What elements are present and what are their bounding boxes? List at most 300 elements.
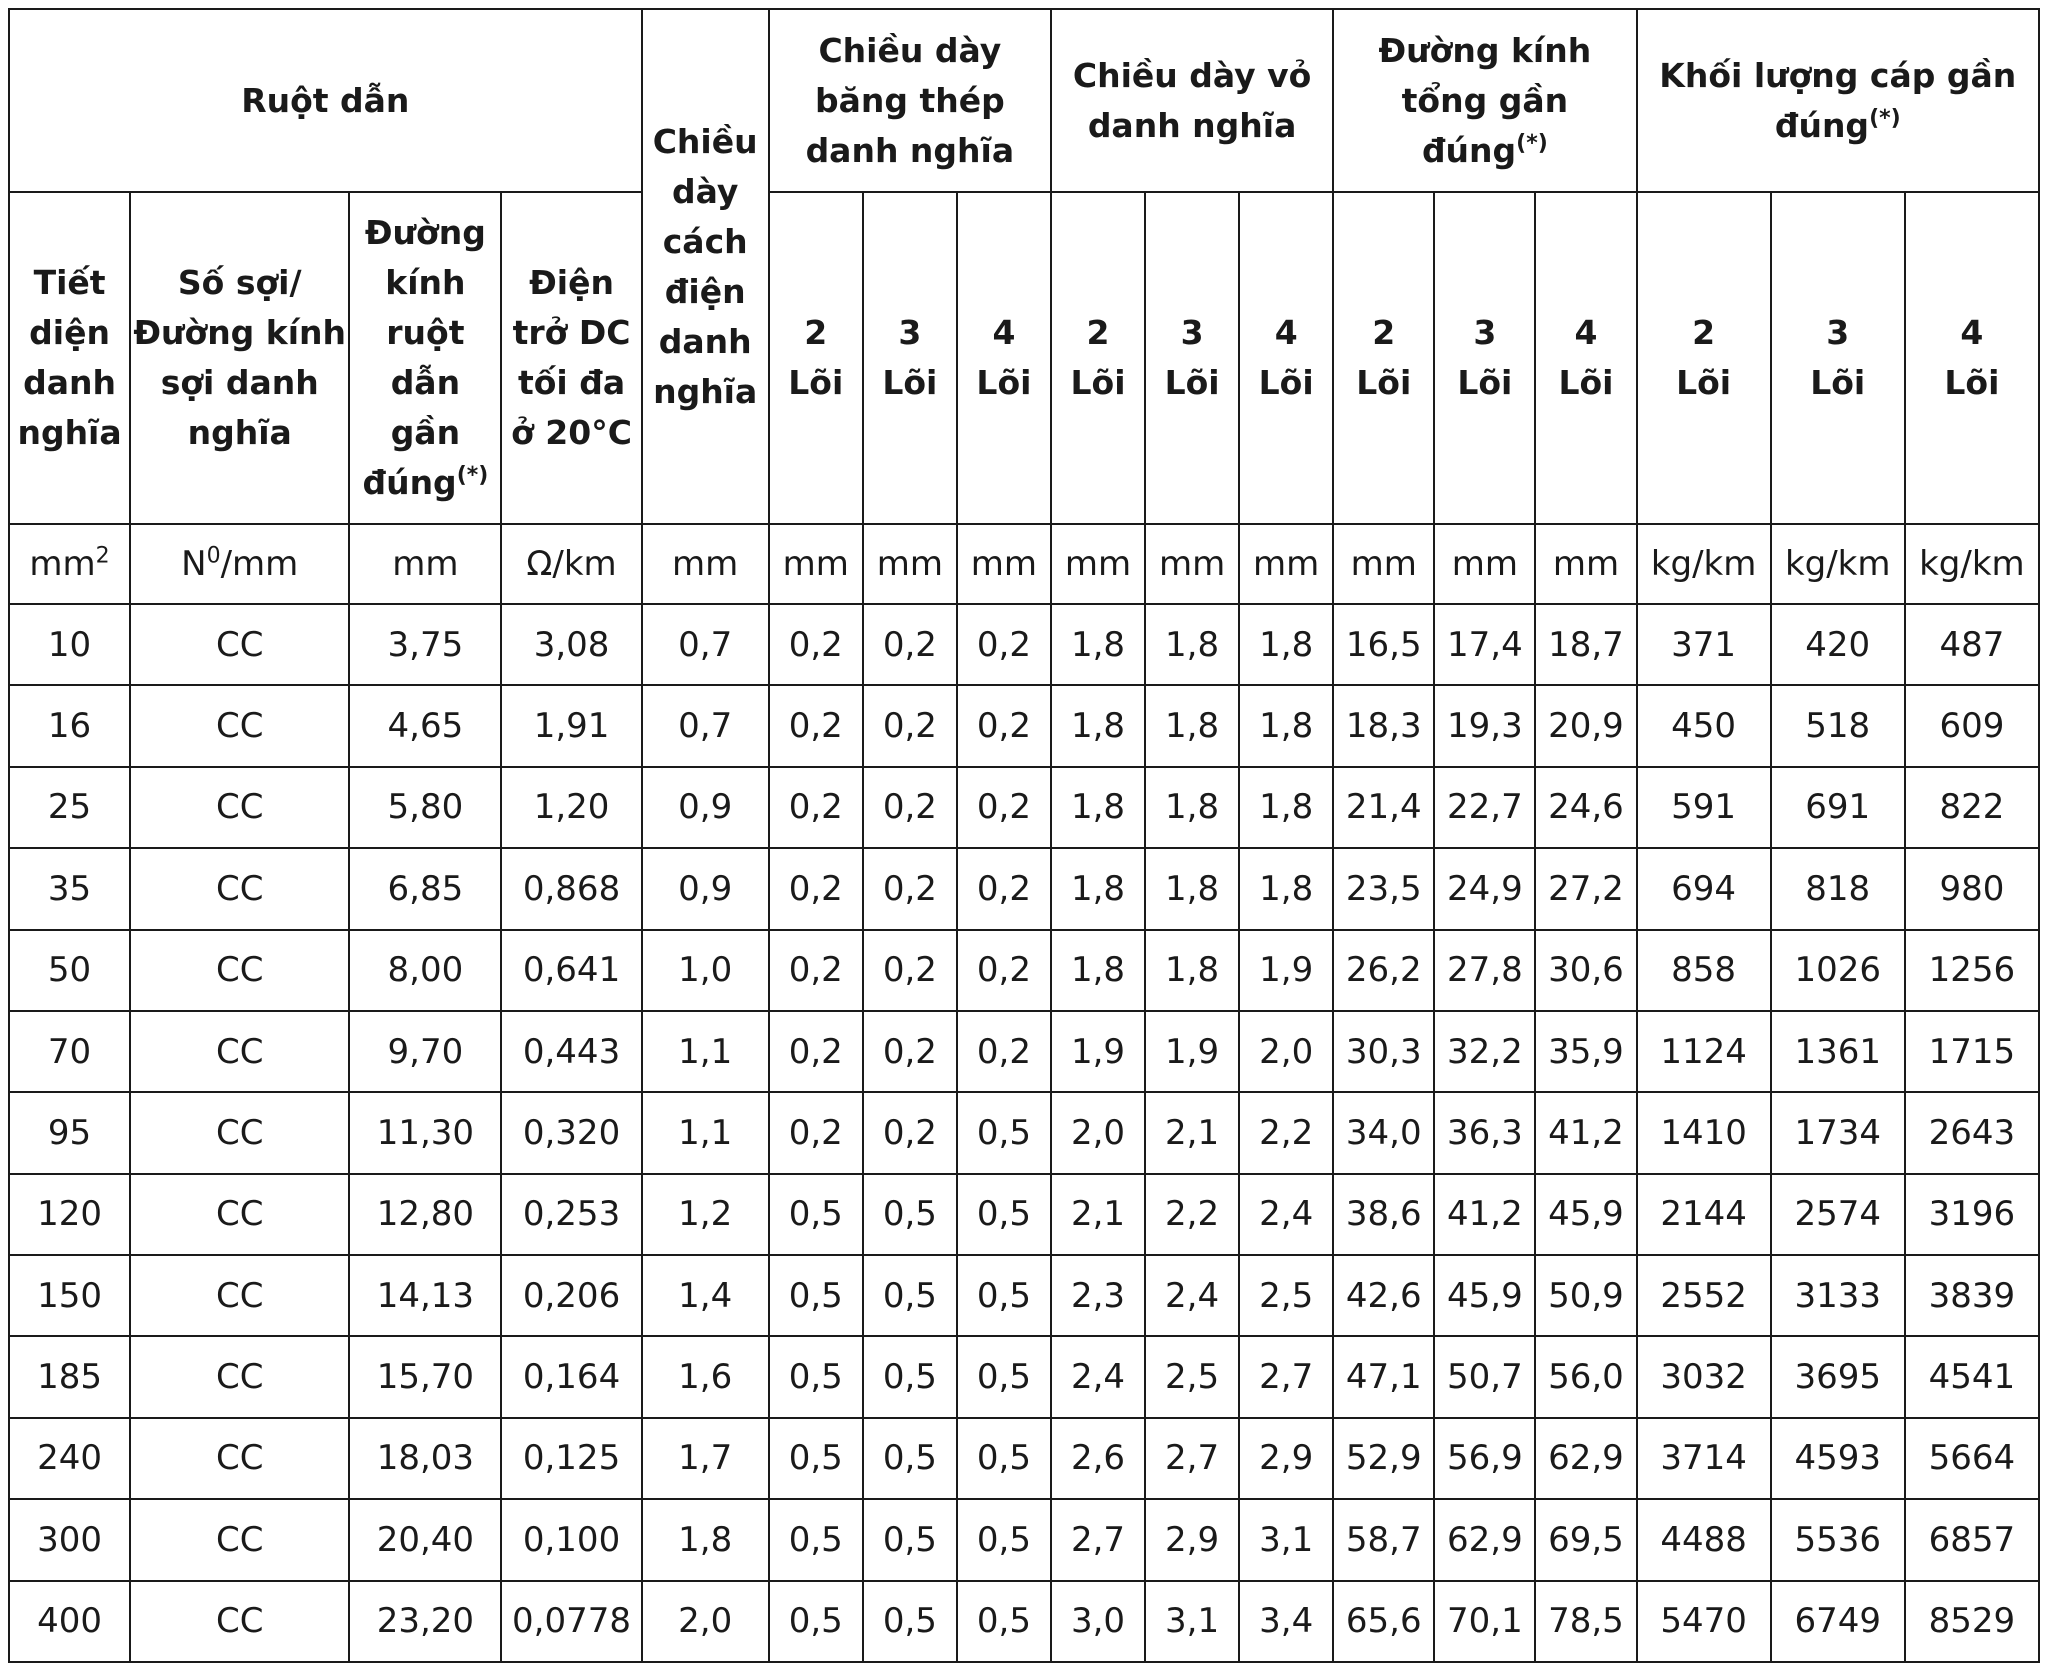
cell-tape-3-core: 0,2 bbox=[863, 685, 957, 766]
cell-diameter-4-core: 78,5 bbox=[1535, 1581, 1636, 1663]
cell-diameter-2-core: 30,3 bbox=[1333, 1011, 1434, 1092]
cell-weight-4-core: 6857 bbox=[1905, 1499, 2039, 1580]
core-number: 3 bbox=[1473, 313, 1497, 352]
cell-diameter-3-core: 17,4 bbox=[1434, 604, 1535, 685]
cell-wire-count: CC bbox=[130, 685, 349, 766]
cell-sheath-4-core: 1,8 bbox=[1239, 848, 1333, 929]
cell-tape-3-core: 0,5 bbox=[863, 1336, 957, 1417]
cell-sheath-3-core: 2,2 bbox=[1145, 1174, 1239, 1255]
cell-sheath-3-core: 1,8 bbox=[1145, 767, 1239, 848]
table-row bbox=[9, 604, 2039, 685]
header-tape-2-core bbox=[769, 192, 863, 524]
cell-diameter-4-core: 50,9 bbox=[1535, 1255, 1636, 1336]
cell-diameter-2-core: 18,3 bbox=[1333, 685, 1434, 766]
cell-sheath-3-core: 2,9 bbox=[1145, 1499, 1239, 1580]
header-sheath-thickness: Chiều dày vỏ danh nghĩa bbox=[1051, 9, 1333, 192]
cell-conductor-diameter: 20,40 bbox=[349, 1499, 501, 1580]
header-conductor-diameter bbox=[349, 192, 501, 524]
table-head bbox=[9, 9, 2039, 604]
cell-diameter-3-core: 41,2 bbox=[1434, 1174, 1535, 1255]
cell-conductor-diameter: 8,00 bbox=[349, 930, 501, 1011]
table-row bbox=[9, 848, 2039, 929]
cell-cross-section: 150 bbox=[9, 1255, 130, 1336]
cell-diameter-4-core: 30,6 bbox=[1535, 930, 1636, 1011]
cell-sheath-4-core: 2,5 bbox=[1239, 1255, 1333, 1336]
cell-weight-2-core: 4488 bbox=[1637, 1499, 1771, 1580]
cell-dc-resistance: 0,0778 bbox=[501, 1581, 641, 1663]
unit-superscript: 2 bbox=[95, 543, 110, 569]
cell-weight-4-core: 822 bbox=[1905, 767, 2039, 848]
unit-insulation: mm bbox=[642, 524, 769, 604]
cell-diameter-3-core: 70,1 bbox=[1434, 1581, 1535, 1663]
group-header-row bbox=[9, 9, 2039, 192]
cell-conductor-diameter: 12,80 bbox=[349, 1174, 501, 1255]
cell-diameter-4-core: 20,9 bbox=[1535, 685, 1636, 766]
cell-weight-2-core: 371 bbox=[1637, 604, 1771, 685]
core-number: 4 bbox=[1960, 313, 1984, 352]
cell-sheath-4-core: 2,2 bbox=[1239, 1092, 1333, 1173]
cell-diameter-4-core: 62,9 bbox=[1535, 1418, 1636, 1499]
cell-dc-resistance: 0,443 bbox=[501, 1011, 641, 1092]
cell-diameter-2-core: 38,6 bbox=[1333, 1174, 1434, 1255]
cell-conductor-diameter: 5,80 bbox=[349, 767, 501, 848]
cell-sheath-4-core: 2,9 bbox=[1239, 1418, 1333, 1499]
cell-dc-resistance: 1,91 bbox=[501, 685, 641, 766]
unit-weight-2-core: kg/km bbox=[1637, 524, 1771, 604]
cell-diameter-2-core: 58,7 bbox=[1333, 1499, 1434, 1580]
cell-weight-2-core: 1410 bbox=[1637, 1092, 1771, 1173]
cell-weight-3-core: 1734 bbox=[1771, 1092, 1905, 1173]
cell-tape-3-core: 0,2 bbox=[863, 767, 957, 848]
header-cross-section: Tiết diện danh nghĩa bbox=[9, 192, 130, 524]
cell-tape-4-core: 0,2 bbox=[957, 767, 1051, 848]
core-label: Lõi bbox=[1457, 363, 1513, 402]
cell-weight-2-core: 3714 bbox=[1637, 1418, 1771, 1499]
unit-weight-3-core: kg/km bbox=[1771, 524, 1905, 604]
cell-sheath-2-core: 2,0 bbox=[1051, 1092, 1145, 1173]
cell-wire-count: CC bbox=[130, 1499, 349, 1580]
core-label: Lõi bbox=[1944, 363, 2000, 402]
cell-conductor-diameter: 14,13 bbox=[349, 1255, 501, 1336]
cell-insulation: 2,0 bbox=[642, 1581, 769, 1663]
unit-tape-4-core: mm bbox=[957, 524, 1051, 604]
cell-sheath-4-core: 3,4 bbox=[1239, 1581, 1333, 1663]
core-number: 2 bbox=[1086, 313, 1110, 352]
cell-insulation: 0,9 bbox=[642, 848, 769, 929]
header-dc-resistance: Điện trở DC tối đa ở 20°C bbox=[501, 192, 641, 524]
cell-sheath-3-core: 2,4 bbox=[1145, 1255, 1239, 1336]
cell-weight-4-core: 980 bbox=[1905, 848, 2039, 929]
cell-sheath-2-core: 2,6 bbox=[1051, 1418, 1145, 1499]
cell-tape-4-core: 0,2 bbox=[957, 848, 1051, 929]
cell-sheath-2-core: 2,7 bbox=[1051, 1499, 1145, 1580]
cell-sheath-4-core: 1,8 bbox=[1239, 767, 1333, 848]
cell-diameter-4-core: 45,9 bbox=[1535, 1174, 1636, 1255]
cell-sheath-4-core: 2,0 bbox=[1239, 1011, 1333, 1092]
core-label: Lõi bbox=[882, 363, 938, 402]
unit-row bbox=[9, 524, 2039, 604]
cell-weight-3-core: 691 bbox=[1771, 767, 1905, 848]
unit-sheath-3-core: mm bbox=[1145, 524, 1239, 604]
unit-diameter-3-core: mm bbox=[1434, 524, 1535, 604]
cell-tape-3-core: 0,5 bbox=[863, 1581, 957, 1663]
cell-dc-resistance: 0,206 bbox=[501, 1255, 641, 1336]
cell-insulation: 1,8 bbox=[642, 1499, 769, 1580]
cell-tape-2-core: 0,5 bbox=[769, 1336, 863, 1417]
cell-diameter-3-core: 62,9 bbox=[1434, 1499, 1535, 1580]
table-row bbox=[9, 1092, 2039, 1173]
cell-tape-3-core: 0,2 bbox=[863, 848, 957, 929]
cell-tape-4-core: 0,5 bbox=[957, 1581, 1051, 1663]
header-weight-3-core bbox=[1771, 192, 1905, 524]
cell-wire-count: CC bbox=[130, 1336, 349, 1417]
cell-cross-section: 240 bbox=[9, 1418, 130, 1499]
header-sheath-3-core bbox=[1145, 192, 1239, 524]
cell-sheath-4-core: 1,9 bbox=[1239, 930, 1333, 1011]
cell-dc-resistance: 1,20 bbox=[501, 767, 641, 848]
header-diameter-3-core bbox=[1434, 192, 1535, 524]
unit-text-tail: /mm bbox=[220, 544, 299, 584]
cell-cross-section: 10 bbox=[9, 604, 130, 685]
cell-weight-4-core: 5664 bbox=[1905, 1418, 2039, 1499]
core-label: Lõi bbox=[1558, 363, 1614, 402]
header-conductor-diameter-text: Đường kính ruột dẫn gần đúng bbox=[362, 213, 486, 502]
header-overall-diameter-text: Đường kính tổng gần đúng bbox=[1378, 30, 1592, 170]
cell-weight-3-core: 3133 bbox=[1771, 1255, 1905, 1336]
header-steel-tape-thickness: Chiều dày băng thép danh nghĩa bbox=[769, 9, 1051, 192]
cell-cross-section: 400 bbox=[9, 1581, 130, 1663]
cell-weight-2-core: 1124 bbox=[1637, 1011, 1771, 1092]
cell-wire-count: CC bbox=[130, 1092, 349, 1173]
cell-diameter-3-core: 50,7 bbox=[1434, 1336, 1535, 1417]
cell-tape-4-core: 0,2 bbox=[957, 1011, 1051, 1092]
core-label: Lõi bbox=[788, 363, 844, 402]
cell-weight-3-core: 818 bbox=[1771, 848, 1905, 929]
unit-diameter-2-core: mm bbox=[1333, 524, 1434, 604]
cell-insulation: 0,7 bbox=[642, 685, 769, 766]
header-diameter-2-core bbox=[1333, 192, 1434, 524]
core-number: 2 bbox=[1692, 313, 1716, 352]
cell-tape-4-core: 0,5 bbox=[957, 1418, 1051, 1499]
cell-sheath-2-core: 1,8 bbox=[1051, 767, 1145, 848]
cell-diameter-3-core: 36,3 bbox=[1434, 1092, 1535, 1173]
cell-weight-3-core: 1361 bbox=[1771, 1011, 1905, 1092]
cell-diameter-2-core: 47,1 bbox=[1333, 1336, 1434, 1417]
cell-diameter-2-core: 21,4 bbox=[1333, 767, 1434, 848]
cell-diameter-3-core: 56,9 bbox=[1434, 1418, 1535, 1499]
table-row bbox=[9, 685, 2039, 766]
cell-weight-2-core: 450 bbox=[1637, 685, 1771, 766]
cell-sheath-2-core: 2,3 bbox=[1051, 1255, 1145, 1336]
unit-conductor-diameter: mm bbox=[349, 524, 501, 604]
cell-diameter-3-core: 27,8 bbox=[1434, 930, 1535, 1011]
unit-diameter-4-core: mm bbox=[1535, 524, 1636, 604]
cell-diameter-2-core: 65,6 bbox=[1333, 1581, 1434, 1663]
table-row bbox=[9, 1499, 2039, 1580]
cell-weight-4-core: 4541 bbox=[1905, 1336, 2039, 1417]
cell-tape-3-core: 0,2 bbox=[863, 1011, 957, 1092]
cell-conductor-diameter: 23,20 bbox=[349, 1581, 501, 1663]
cell-conductor-diameter: 15,70 bbox=[349, 1336, 501, 1417]
cell-tape-2-core: 0,2 bbox=[769, 930, 863, 1011]
cell-weight-2-core: 3032 bbox=[1637, 1336, 1771, 1417]
cell-diameter-2-core: 23,5 bbox=[1333, 848, 1434, 929]
cell-dc-resistance: 0,868 bbox=[501, 848, 641, 929]
footnote-mark: (*) bbox=[1869, 105, 1901, 131]
cell-tape-2-core: 0,2 bbox=[769, 848, 863, 929]
cell-sheath-3-core: 2,5 bbox=[1145, 1336, 1239, 1417]
cell-cross-section: 70 bbox=[9, 1011, 130, 1092]
cell-insulation: 1,0 bbox=[642, 930, 769, 1011]
cell-cross-section: 35 bbox=[9, 848, 130, 929]
core-number: 3 bbox=[1180, 313, 1204, 352]
table-row bbox=[9, 1336, 2039, 1417]
unit-text: N bbox=[181, 544, 207, 584]
cell-dc-resistance: 3,08 bbox=[501, 604, 641, 685]
table-row bbox=[9, 1255, 2039, 1336]
core-label: Lõi bbox=[1258, 363, 1314, 402]
cell-cross-section: 185 bbox=[9, 1336, 130, 1417]
core-label: Lõi bbox=[1164, 363, 1220, 402]
cell-tape-4-core: 0,5 bbox=[957, 1499, 1051, 1580]
cell-wire-count: CC bbox=[130, 767, 349, 848]
cell-weight-4-core: 2643 bbox=[1905, 1092, 2039, 1173]
core-label: Lõi bbox=[1676, 363, 1732, 402]
cell-weight-3-core: 1026 bbox=[1771, 930, 1905, 1011]
cell-tape-2-core: 0,5 bbox=[769, 1418, 863, 1499]
cell-weight-4-core: 3196 bbox=[1905, 1174, 2039, 1255]
table-row bbox=[9, 930, 2039, 1011]
header-insulation-thickness: Chiều dày cách điện danh nghĩa bbox=[642, 9, 769, 524]
cell-weight-2-core: 694 bbox=[1637, 848, 1771, 929]
cell-weight-3-core: 4593 bbox=[1771, 1418, 1905, 1499]
cell-weight-4-core: 3839 bbox=[1905, 1255, 2039, 1336]
cell-tape-4-core: 0,5 bbox=[957, 1336, 1051, 1417]
cell-insulation: 1,1 bbox=[642, 1011, 769, 1092]
cell-diameter-4-core: 69,5 bbox=[1535, 1499, 1636, 1580]
cell-weight-4-core: 8529 bbox=[1905, 1581, 2039, 1663]
cell-diameter-4-core: 56,0 bbox=[1535, 1336, 1636, 1417]
cell-wire-count: CC bbox=[130, 1418, 349, 1499]
header-cable-weight bbox=[1637, 9, 2039, 192]
cell-dc-resistance: 0,253 bbox=[501, 1174, 641, 1255]
cell-tape-3-core: 0,5 bbox=[863, 1255, 957, 1336]
cell-tape-4-core: 0,2 bbox=[957, 685, 1051, 766]
unit-text: mm bbox=[29, 544, 96, 584]
cell-sheath-4-core: 2,7 bbox=[1239, 1336, 1333, 1417]
cell-tape-4-core: 0,5 bbox=[957, 1174, 1051, 1255]
header-sheath-4-core bbox=[1239, 192, 1333, 524]
cell-tape-2-core: 0,2 bbox=[769, 1011, 863, 1092]
table-row bbox=[9, 767, 2039, 848]
header-weight-2-core bbox=[1637, 192, 1771, 524]
core-label: Lõi bbox=[1070, 363, 1126, 402]
table-row bbox=[9, 1174, 2039, 1255]
cell-weight-4-core: 1256 bbox=[1905, 930, 2039, 1011]
cell-tape-3-core: 0,2 bbox=[863, 1092, 957, 1173]
cell-dc-resistance: 0,641 bbox=[501, 930, 641, 1011]
header-tape-4-core bbox=[957, 192, 1051, 524]
cell-diameter-2-core: 42,6 bbox=[1333, 1255, 1434, 1336]
cell-sheath-2-core: 1,8 bbox=[1051, 685, 1145, 766]
cable-spec-table bbox=[8, 8, 2040, 1663]
cell-tape-4-core: 0,5 bbox=[957, 1255, 1051, 1336]
cell-insulation: 1,2 bbox=[642, 1174, 769, 1255]
cell-cross-section: 25 bbox=[9, 767, 130, 848]
header-wire-count: Số sợi/Đường kính sợi danh nghĩa bbox=[130, 192, 349, 524]
cell-diameter-2-core: 52,9 bbox=[1333, 1418, 1434, 1499]
cell-diameter-3-core: 32,2 bbox=[1434, 1011, 1535, 1092]
core-number: 4 bbox=[1274, 313, 1298, 352]
cell-diameter-2-core: 16,5 bbox=[1333, 604, 1434, 685]
cell-cross-section: 50 bbox=[9, 930, 130, 1011]
unit-superscript: 0 bbox=[206, 543, 221, 569]
cell-conductor-diameter: 11,30 bbox=[349, 1092, 501, 1173]
header-sheath-2-core bbox=[1051, 192, 1145, 524]
core-number: 4 bbox=[992, 313, 1016, 352]
cell-cross-section: 300 bbox=[9, 1499, 130, 1580]
cell-sheath-3-core: 2,1 bbox=[1145, 1092, 1239, 1173]
cell-insulation: 1,1 bbox=[642, 1092, 769, 1173]
cell-insulation: 0,7 bbox=[642, 604, 769, 685]
table-row bbox=[9, 1581, 2039, 1663]
cell-tape-2-core: 0,2 bbox=[769, 1092, 863, 1173]
cell-tape-2-core: 0,5 bbox=[769, 1174, 863, 1255]
cell-diameter-4-core: 35,9 bbox=[1535, 1011, 1636, 1092]
cell-wire-count: CC bbox=[130, 1581, 349, 1663]
cell-diameter-3-core: 45,9 bbox=[1434, 1255, 1535, 1336]
unit-weight-4-core: kg/km bbox=[1905, 524, 2039, 604]
table-row bbox=[9, 1011, 2039, 1092]
cell-weight-2-core: 2552 bbox=[1637, 1255, 1771, 1336]
cell-dc-resistance: 0,320 bbox=[501, 1092, 641, 1173]
table-body bbox=[9, 604, 2039, 1662]
cell-conductor-diameter: 18,03 bbox=[349, 1418, 501, 1499]
cell-insulation: 1,7 bbox=[642, 1418, 769, 1499]
cell-sheath-2-core: 2,1 bbox=[1051, 1174, 1145, 1255]
core-label: Lõi bbox=[1810, 363, 1866, 402]
cell-tape-3-core: 0,2 bbox=[863, 604, 957, 685]
cell-weight-4-core: 609 bbox=[1905, 685, 2039, 766]
cell-dc-resistance: 0,125 bbox=[501, 1418, 641, 1499]
cell-sheath-3-core: 1,8 bbox=[1145, 930, 1239, 1011]
cell-weight-3-core: 420 bbox=[1771, 604, 1905, 685]
cell-tape-4-core: 0,2 bbox=[957, 930, 1051, 1011]
cell-cross-section: 120 bbox=[9, 1174, 130, 1255]
footnote-mark: (*) bbox=[1516, 130, 1548, 156]
cell-wire-count: CC bbox=[130, 1011, 349, 1092]
core-number: 4 bbox=[1574, 313, 1598, 352]
cell-diameter-2-core: 26,2 bbox=[1333, 930, 1434, 1011]
cell-diameter-3-core: 24,9 bbox=[1434, 848, 1535, 929]
cell-diameter-2-core: 34,0 bbox=[1333, 1092, 1434, 1173]
cell-cross-section: 95 bbox=[9, 1092, 130, 1173]
unit-dc-resistance: Ω/km bbox=[501, 524, 641, 604]
cell-weight-3-core: 6749 bbox=[1771, 1581, 1905, 1663]
header-cable-weight-text: Khối lượng cáp gần đúng bbox=[1659, 55, 2017, 145]
cell-sheath-2-core: 1,9 bbox=[1051, 1011, 1145, 1092]
cell-diameter-4-core: 41,2 bbox=[1535, 1092, 1636, 1173]
core-number: 2 bbox=[1372, 313, 1396, 352]
footnote-mark: (*) bbox=[456, 463, 489, 488]
unit-cross-section bbox=[9, 524, 130, 604]
cell-insulation: 1,6 bbox=[642, 1336, 769, 1417]
cell-sheath-2-core: 1,8 bbox=[1051, 930, 1145, 1011]
cell-tape-2-core: 0,5 bbox=[769, 1255, 863, 1336]
cell-conductor-diameter: 4,65 bbox=[349, 685, 501, 766]
unit-sheath-4-core: mm bbox=[1239, 524, 1333, 604]
sub-header-row bbox=[9, 192, 2039, 524]
cell-weight-3-core: 5536 bbox=[1771, 1499, 1905, 1580]
cell-wire-count: CC bbox=[130, 1174, 349, 1255]
unit-tape-2-core: mm bbox=[769, 524, 863, 604]
cell-conductor-diameter: 3,75 bbox=[349, 604, 501, 685]
cell-tape-3-core: 0,2 bbox=[863, 930, 957, 1011]
header-conductor: Ruột dẫn bbox=[9, 9, 642, 192]
cell-weight-2-core: 2144 bbox=[1637, 1174, 1771, 1255]
cell-diameter-3-core: 22,7 bbox=[1434, 767, 1535, 848]
cell-tape-2-core: 0,5 bbox=[769, 1581, 863, 1663]
cell-sheath-4-core: 2,4 bbox=[1239, 1174, 1333, 1255]
cell-weight-3-core: 518 bbox=[1771, 685, 1905, 766]
header-diameter-4-core bbox=[1535, 192, 1636, 524]
cell-diameter-4-core: 27,2 bbox=[1535, 848, 1636, 929]
unit-sheath-2-core: mm bbox=[1051, 524, 1145, 604]
cell-tape-4-core: 0,5 bbox=[957, 1092, 1051, 1173]
cell-sheath-3-core: 2,7 bbox=[1145, 1418, 1239, 1499]
cell-tape-3-core: 0,5 bbox=[863, 1418, 957, 1499]
core-label: Lõi bbox=[1356, 363, 1412, 402]
cell-sheath-3-core: 1,8 bbox=[1145, 848, 1239, 929]
cell-insulation: 1,4 bbox=[642, 1255, 769, 1336]
cell-sheath-4-core: 1,8 bbox=[1239, 685, 1333, 766]
core-number: 2 bbox=[804, 313, 828, 352]
cell-weight-4-core: 487 bbox=[1905, 604, 2039, 685]
cell-conductor-diameter: 9,70 bbox=[349, 1011, 501, 1092]
header-weight-4-core bbox=[1905, 192, 2039, 524]
cell-sheath-4-core: 3,1 bbox=[1239, 1499, 1333, 1580]
cell-cross-section: 16 bbox=[9, 685, 130, 766]
core-number: 3 bbox=[898, 313, 922, 352]
cell-tape-4-core: 0,2 bbox=[957, 604, 1051, 685]
cell-wire-count: CC bbox=[130, 848, 349, 929]
cell-wire-count: CC bbox=[130, 604, 349, 685]
cell-wire-count: CC bbox=[130, 1255, 349, 1336]
cell-tape-2-core: 0,2 bbox=[769, 604, 863, 685]
unit-tape-3-core: mm bbox=[863, 524, 957, 604]
cell-sheath-3-core: 1,9 bbox=[1145, 1011, 1239, 1092]
cell-diameter-4-core: 24,6 bbox=[1535, 767, 1636, 848]
table-row bbox=[9, 1418, 2039, 1499]
cell-insulation: 0,9 bbox=[642, 767, 769, 848]
cell-sheath-2-core: 1,8 bbox=[1051, 604, 1145, 685]
cell-sheath-4-core: 1,8 bbox=[1239, 604, 1333, 685]
cell-weight-3-core: 3695 bbox=[1771, 1336, 1905, 1417]
cell-weight-3-core: 2574 bbox=[1771, 1174, 1905, 1255]
cell-sheath-2-core: 1,8 bbox=[1051, 848, 1145, 929]
cell-diameter-4-core: 18,7 bbox=[1535, 604, 1636, 685]
cell-tape-2-core: 0,5 bbox=[769, 1499, 863, 1580]
cell-sheath-3-core: 1,8 bbox=[1145, 685, 1239, 766]
header-tape-3-core bbox=[863, 192, 957, 524]
cell-dc-resistance: 0,164 bbox=[501, 1336, 641, 1417]
cell-dc-resistance: 0,100 bbox=[501, 1499, 641, 1580]
cell-sheath-3-core: 3,1 bbox=[1145, 1581, 1239, 1663]
cell-tape-2-core: 0,2 bbox=[769, 685, 863, 766]
unit-wire-count bbox=[130, 524, 349, 604]
cell-weight-4-core: 1715 bbox=[1905, 1011, 2039, 1092]
cell-weight-2-core: 591 bbox=[1637, 767, 1771, 848]
